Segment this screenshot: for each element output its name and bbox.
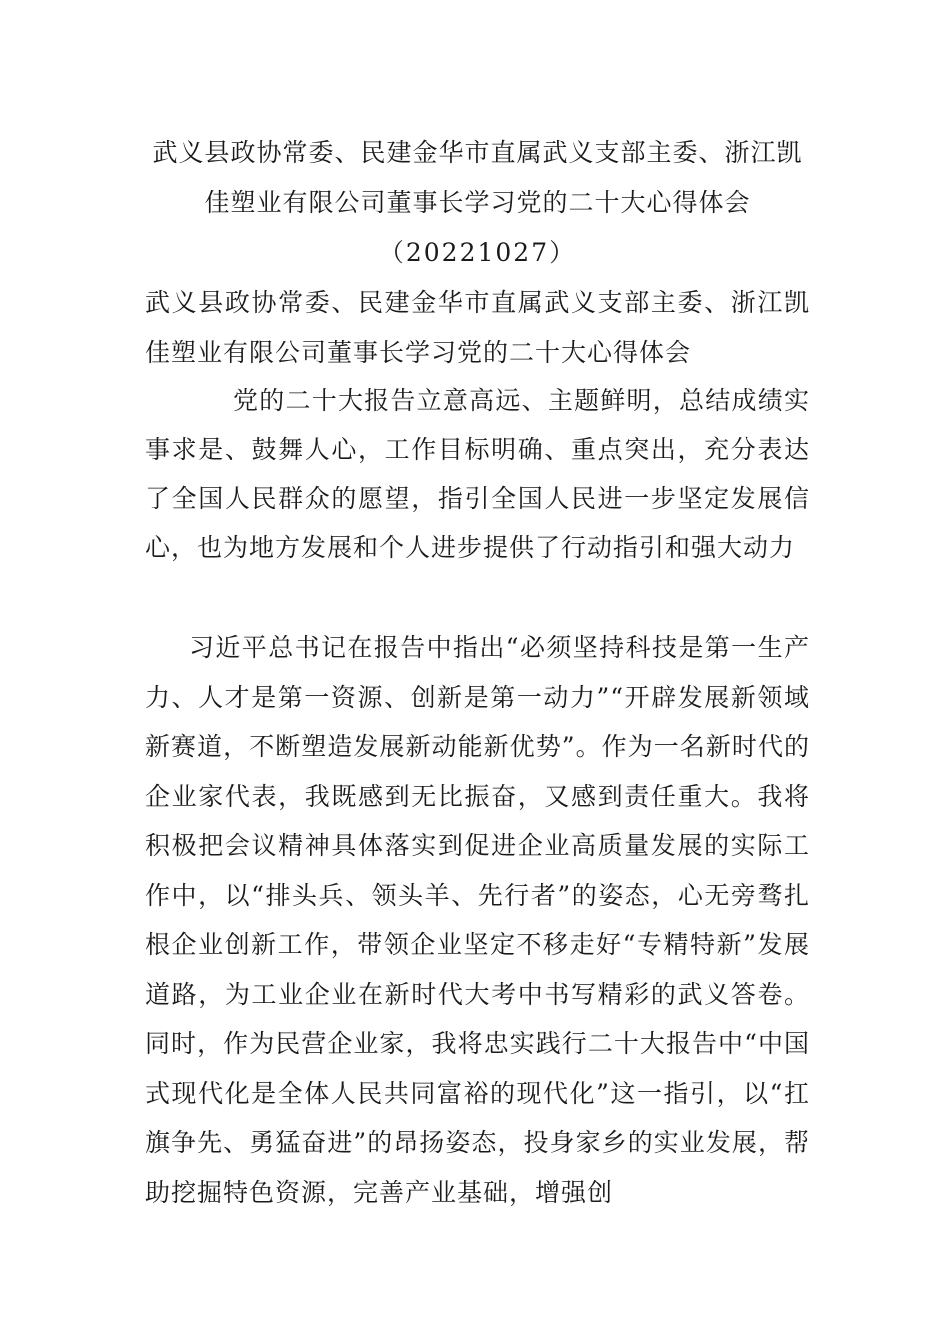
document-subtitle: 武义县政协常委、民建金华市直属武义支部主委、浙江凯佳塑业有限公司董事长学习党的二十大心得体会 xyxy=(145,288,810,367)
document-title xyxy=(145,128,810,278)
paragraph-2: 习近平总书记在报告中指出“必须坚持科技是第一生产力、人才是第一资源、创新是第一动力”“开辟发展新领域新赛道，不断塑造发展新动能新优势”。作为一名新时代的企业家代表，我既感到无比振奋，又感到责任重大。我将积极把会议精神具体落实到促进企业高质量发展的实际工作中，以“排头兵、领头羊、先行者”的姿态，心无旁骛扎根企业创新工作，带领企业坚定不移走好“专精特新”发展道路，为工业企业在新时代大考中书写精彩的武义答卷。同时，作为民营企业家，我将忠实践行二十大报告中“中国式现代化是全体人民共同富裕的现代化”这一指引，以“扛旗争先、勇猛奋进”的昂扬姿态，投身家乡的实业发展，帮助挖掘特色资源，完善产业基础，增强创 xyxy=(145,633,810,1207)
title-line-1: 武义县政协常委、民建金华市直属武义支部主委、浙江凯 xyxy=(152,138,803,167)
title-date: （20221027） xyxy=(378,238,577,267)
title-line-2: 佳塑业有限公司董事长学习党的二十大心得体会 xyxy=(204,188,751,217)
paragraph-1: 党的二十大报告立意高远、主题鲜明，总结成绩实事求是、鼓舞人心，工作目标明确、重点突出，充分表达了全国人民群众的愿望，指引全国人民进一步坚定发展信心，也为地方发展和个人进步提供了行动指引和强大动力 xyxy=(145,386,810,562)
